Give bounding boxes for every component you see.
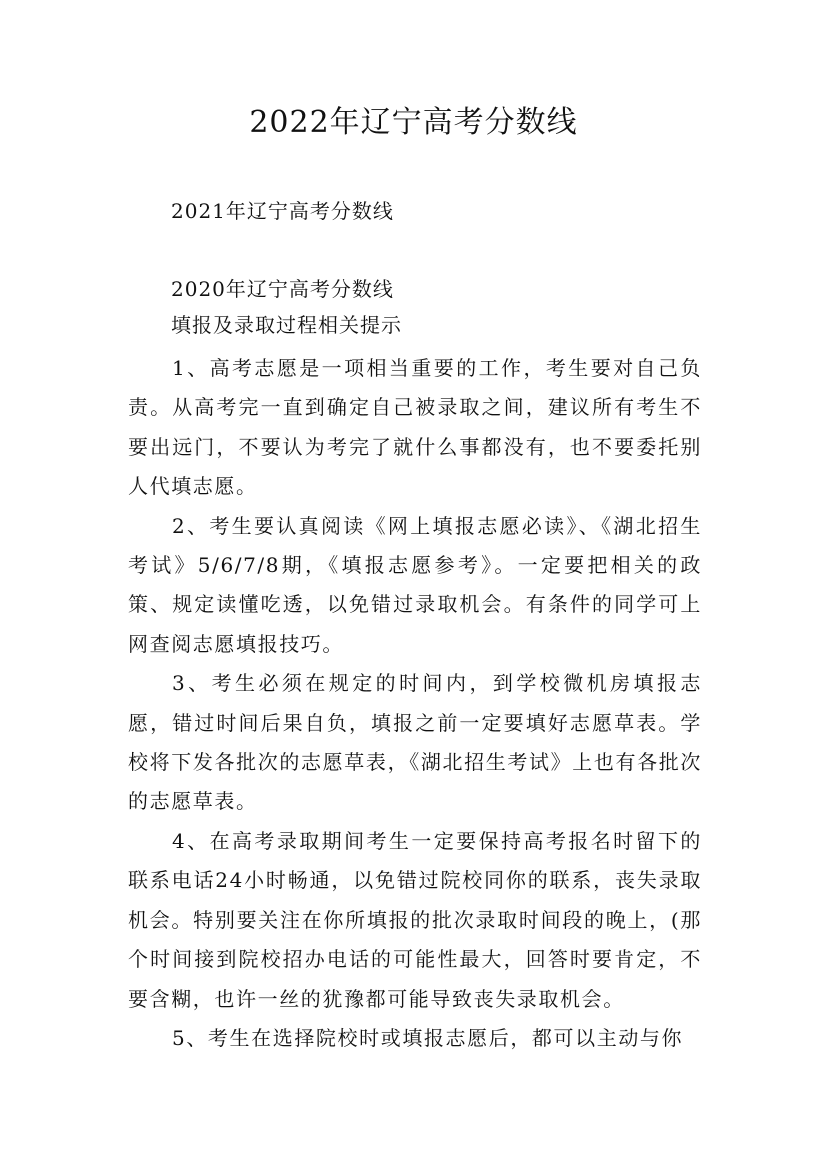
paragraph-5: 5、考生在选择院校时或填报志愿后，都可以主动与你 <box>172 1025 684 1050</box>
paragraph-3: 3、考生必须在规定的时间内，到学校微机房填报志愿，错过时间后果自负，填报之前一定要填好志愿草表。学校将下发各批次的志愿草表，《湖北招生考试》上也有各批次的志愿草表。 <box>128 671 702 814</box>
document-title: 2022年辽宁高考分数线 <box>249 105 578 140</box>
document-body <box>128 349 702 1058</box>
heading-tips: 填报及录取过程相关提示 <box>171 313 402 337</box>
paragraph-2: 2、考生要认真阅读《网上填报志愿必读》、《湖北招生考试》5/6/7/8期，《填报志愿参考》。一定要把相关的政策、规定读懂吃透，以免错过录取机会。有条件的同学可上网查阅志愿填报技巧。 <box>128 513 702 656</box>
heading-2020-scores: 2020年辽宁高考分数线 <box>171 277 394 301</box>
heading-2021-scores: 2021年辽宁高考分数线 <box>171 199 394 223</box>
paragraph-4: 4、在高考录取期间考生一定要保持高考报名时留下的联系电话24小时畅通，以免错过院校同你的联系，丧失录取机会。特别要关注在你所填报的批次录取时间段的晚上，(那个时间接到院校招办电话的可能性最大，回答时要肯定，不要含糊，也许一丝的犹豫都可能导致丧失录取机会。 <box>128 828 702 1011</box>
paragraph-1: 1、高考志愿是一项相当重要的工作，考生要对自己负责。从高考完一直到确定自己被录取之间，建议所有考生不要出远门，不要认为考完了就什么事都没有，也不要委托别人代填志愿。 <box>128 356 702 499</box>
